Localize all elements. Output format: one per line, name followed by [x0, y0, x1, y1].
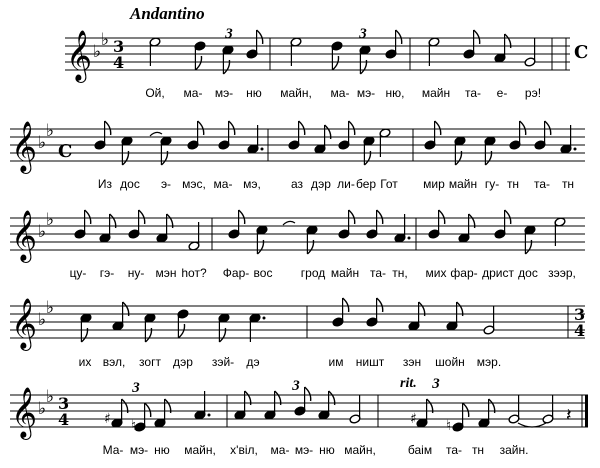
note-dot: [208, 414, 211, 417]
triplet-mark: 3: [359, 26, 367, 42]
treble-clef-icon: 𝄞: [66, 30, 93, 81]
syllable: шойн: [435, 355, 465, 369]
syllable: та-: [369, 266, 387, 280]
syllable: ню: [319, 443, 335, 457]
syllable: ли-: [337, 177, 355, 191]
time-signature: 4: [113, 53, 125, 72]
syllable: гу-: [484, 177, 500, 191]
syllable: ню: [154, 443, 170, 457]
note-flag: [105, 121, 111, 135]
triplet-mark: 3: [432, 376, 440, 392]
lyrics-line-5: [0, 443, 600, 461]
syllable: мэ-: [356, 86, 376, 100]
note-flag: [139, 210, 145, 224]
flat-icon: ♭: [38, 399, 47, 419]
syllable: гэ-: [99, 266, 115, 280]
syllable: тн: [471, 443, 485, 457]
final-bar-line: [585, 395, 588, 427]
note-flag: [349, 210, 355, 224]
syllable: мэр.: [476, 355, 502, 369]
note-flag: [178, 324, 184, 338]
syllable: Ма-: [102, 443, 124, 457]
slur: [150, 132, 162, 136]
syllable: грод: [300, 266, 326, 280]
triplet-mark: 3: [132, 380, 140, 396]
note-flag: [396, 30, 402, 44]
note-dot: [261, 148, 264, 151]
note-flag: [349, 121, 355, 135]
lyrics-line-4: [0, 355, 600, 373]
syllable: мир: [423, 177, 445, 191]
syllable: Гот: [380, 177, 398, 191]
syllable: ма-: [330, 86, 350, 100]
time-signature: 3: [58, 394, 70, 413]
syllable: их: [78, 355, 92, 369]
syllable: майн,: [280, 86, 312, 100]
syllable: ню: [246, 86, 262, 100]
note-dot: [263, 317, 266, 320]
syllable: зогт: [139, 355, 161, 369]
sharp-icon: ♯: [104, 411, 111, 427]
lyrics-line-1: [0, 86, 600, 104]
flat-icon: ♭: [46, 210, 55, 230]
natural-icon: ♮: [446, 418, 452, 434]
syllable: мэ-: [214, 86, 234, 100]
syllable: баім: [407, 443, 433, 457]
note-flag: [305, 387, 311, 401]
lyrics-line-3: [0, 266, 600, 284]
common-time-icon: C: [58, 141, 73, 162]
syllable: ма-: [183, 86, 203, 100]
flat-icon: ♭: [93, 42, 102, 62]
note-flag: [435, 121, 441, 135]
treble-clef-icon: 𝄞: [11, 298, 38, 349]
syllable: мэс,: [182, 177, 206, 191]
note-flag: [505, 210, 511, 224]
syllable: та-: [445, 443, 463, 457]
syllable: ма-: [213, 177, 233, 191]
syllable: зэй-: [211, 355, 235, 369]
note-flag: [145, 403, 151, 417]
flat-icon: ♭: [101, 30, 110, 50]
syllable: ма-: [270, 443, 290, 457]
quarter-rest-icon: 𝄽: [566, 405, 572, 426]
syllable: Фар-: [222, 266, 250, 280]
syllable: е-: [496, 86, 508, 100]
note-flag: [439, 210, 445, 224]
syllable: мэ-: [129, 443, 149, 457]
treble-clef-icon: 𝄞: [11, 210, 38, 261]
syllable: hот?: [181, 266, 207, 280]
syllable: дэр: [311, 177, 331, 191]
syllable: зайн.: [499, 443, 529, 457]
flat-icon: ♭: [38, 222, 47, 242]
time-signature: 4: [574, 321, 586, 340]
syllable: дэ: [246, 355, 260, 369]
flat-icon: ♭: [46, 121, 55, 141]
syllable: вос: [253, 266, 273, 280]
note-flag: [229, 121, 235, 135]
note-dot: [408, 237, 411, 240]
syllable: тн: [506, 177, 520, 191]
time-signature: 4: [58, 410, 70, 429]
note-flag: [85, 210, 91, 224]
slur: [283, 221, 295, 225]
time-signature: 3: [574, 305, 586, 324]
flat-icon: ♭: [46, 298, 55, 318]
flat-icon: ♭: [46, 387, 55, 407]
syllable: тн: [561, 177, 575, 191]
tie: [518, 423, 546, 427]
syllable: мих: [425, 266, 447, 280]
syllable: майн: [330, 266, 360, 280]
triplet-mark: 3: [225, 26, 233, 42]
syllable: майн: [448, 177, 478, 191]
note-flag: [520, 121, 526, 135]
syllable: та-: [464, 86, 482, 100]
syllable: им: [328, 355, 344, 369]
syllable: фар-: [450, 266, 478, 280]
flat-icon: ♭: [38, 133, 47, 153]
tempo-marking: Andantino: [130, 4, 205, 23]
note-flag: [463, 403, 469, 417]
note-flag: [377, 298, 383, 312]
syllable: ню,: [385, 86, 405, 100]
syllable: зээр,: [548, 266, 576, 280]
sharp-icon: ♯: [410, 411, 417, 427]
syllable: дэр: [173, 355, 193, 369]
time-signature: 3: [113, 37, 125, 56]
triplet-mark: 3: [292, 378, 300, 394]
syllable: мэ,: [243, 177, 261, 191]
syllable: рэ!: [524, 86, 542, 100]
note-flag: [198, 121, 204, 135]
note-flag: [239, 210, 245, 224]
syllable: Из: [97, 177, 113, 191]
syllable: ну-: [127, 266, 145, 280]
note-flag: [195, 56, 201, 70]
syllable: Ой,: [145, 86, 165, 100]
syllable: дос: [120, 177, 140, 191]
note-dot: [574, 148, 577, 151]
syllable: та-: [533, 177, 551, 191]
syllable: аз: [290, 177, 304, 191]
syllable: мэ-: [294, 443, 314, 457]
ritardando-marking: rit.: [400, 376, 417, 391]
syllable: тн,: [392, 266, 408, 280]
note-flag: [332, 56, 338, 70]
syllable: э-: [160, 177, 172, 191]
common-time-icon: C: [574, 42, 589, 63]
syllable: х'віл,: [230, 443, 258, 457]
syllable: дрист: [482, 266, 514, 280]
syllable: мэн: [155, 266, 177, 280]
syllable: майн,: [344, 443, 376, 457]
lyrics-line-2: [0, 177, 600, 195]
syllable: майн,: [184, 443, 216, 457]
syllable: дос: [518, 266, 538, 280]
note-flag: [545, 121, 551, 135]
treble-clef-icon: 𝄞: [11, 121, 38, 172]
note-flag: [343, 298, 349, 312]
note-flag: [257, 30, 263, 44]
treble-clef-icon: 𝄞: [11, 387, 38, 438]
syllable: ништ: [355, 355, 385, 369]
syllable: зэн: [402, 355, 422, 369]
note-flag: [377, 210, 383, 224]
note-flag: [299, 121, 305, 135]
note-flag: [474, 30, 480, 44]
syllable: майн: [421, 86, 451, 100]
syllable: бер: [355, 177, 377, 191]
syllable: цу-: [69, 266, 87, 280]
syllable: вэл,: [102, 355, 126, 369]
flat-icon: ♭: [38, 310, 47, 330]
natural-icon: ♮: [131, 418, 137, 434]
